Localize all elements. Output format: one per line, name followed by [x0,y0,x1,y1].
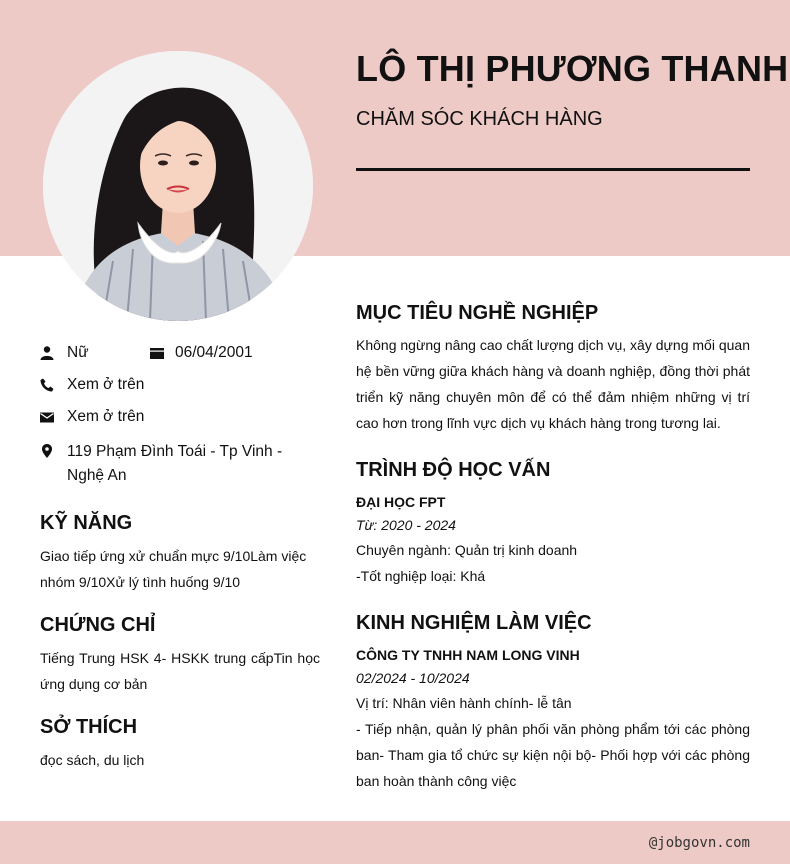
objective-text: Không ngừng nâng cao chất lượng dịch vụ, xây dựng mối quan hệ bền vững giữa khách hàng và doanh nghiệp, đồng thời phát triển kỹ năng chuyên môn để có thể đảm nhiệm những vị trí cao hơn trong lĩnh vực dịch vụ khách hàng trong tương lai. [356,337,750,431]
email-value: Xem ở trên [67,408,145,425]
location-pin-icon [40,444,54,458]
birthday-value: 06/04/2001 [175,344,253,361]
phone-icon [40,378,54,392]
gender-value: Nữ [67,344,89,361]
education-major: Chuyên ngành: Quản trị kinh doanh [356,542,578,558]
gender-row [40,344,89,362]
person-icon [40,346,54,360]
experience-company: CÔNG TY TNHH NAM LONG VINH [356,647,580,663]
education-school: ĐẠI HỌC FPT [356,494,446,510]
objective-title: MỤC TIÊU NGHỀ NGHIỆP [356,302,599,324]
certificates-text: Tiếng Trung HSK 4- HSKK trung cấpTin học ứng dụng cơ bản [40,650,320,692]
email-row [40,408,144,426]
phone-value: Xem ở trên [67,376,145,393]
birthday-row [150,344,253,362]
phone-row [40,376,144,394]
footer-watermark: @jobgovn.com [648,835,750,851]
certificates-title: CHỨNG CHỈ [40,614,156,636]
experience-title: KINH NGHIỆM LÀM VIỆC [356,612,592,634]
hobbies-text: đọc sách, du lịch [40,752,145,768]
job-title: CHĂM SÓC KHÁCH HÀNG [356,108,603,130]
skills-text: Giao tiếp ứng xử chuẩn mực 9/10Làm việc nhóm 9/10Xử lý tình huống 9/10 [40,548,307,590]
skills-title: KỸ NĂNG [40,512,133,534]
mail-icon [40,410,54,424]
calendar-icon [150,346,164,360]
candidate-name: LÔ THỊ PHƯƠNG THANH [356,48,789,89]
education-period: Từ: 2020 - 2024 [356,517,456,533]
profile-photo [43,51,313,321]
experience-period: 02/2024 - 10/2024 [356,670,470,686]
experience-description: - Tiếp nhận, quản lý phân phối văn phòng phẩm tới các phòng ban- Tham gia tổ chức sự kiện nội bộ- Phối hợp với các phòng ban hoàn thành công việc [356,721,750,789]
hobbies-title: SỞ THÍCH [40,716,138,738]
address-row [40,440,300,488]
header-divider [356,168,750,171]
address-value: 119 Phạm Đình Toái - Tp Vinh - Nghệ An [67,443,283,484]
experience-position: Vị trí: Nhân viên hành chính- lễ tân [356,695,572,711]
education-title: TRÌNH ĐỘ HỌC VẤN [356,459,551,481]
education-grade: -Tốt nghiệp loại: Khá [356,568,486,584]
